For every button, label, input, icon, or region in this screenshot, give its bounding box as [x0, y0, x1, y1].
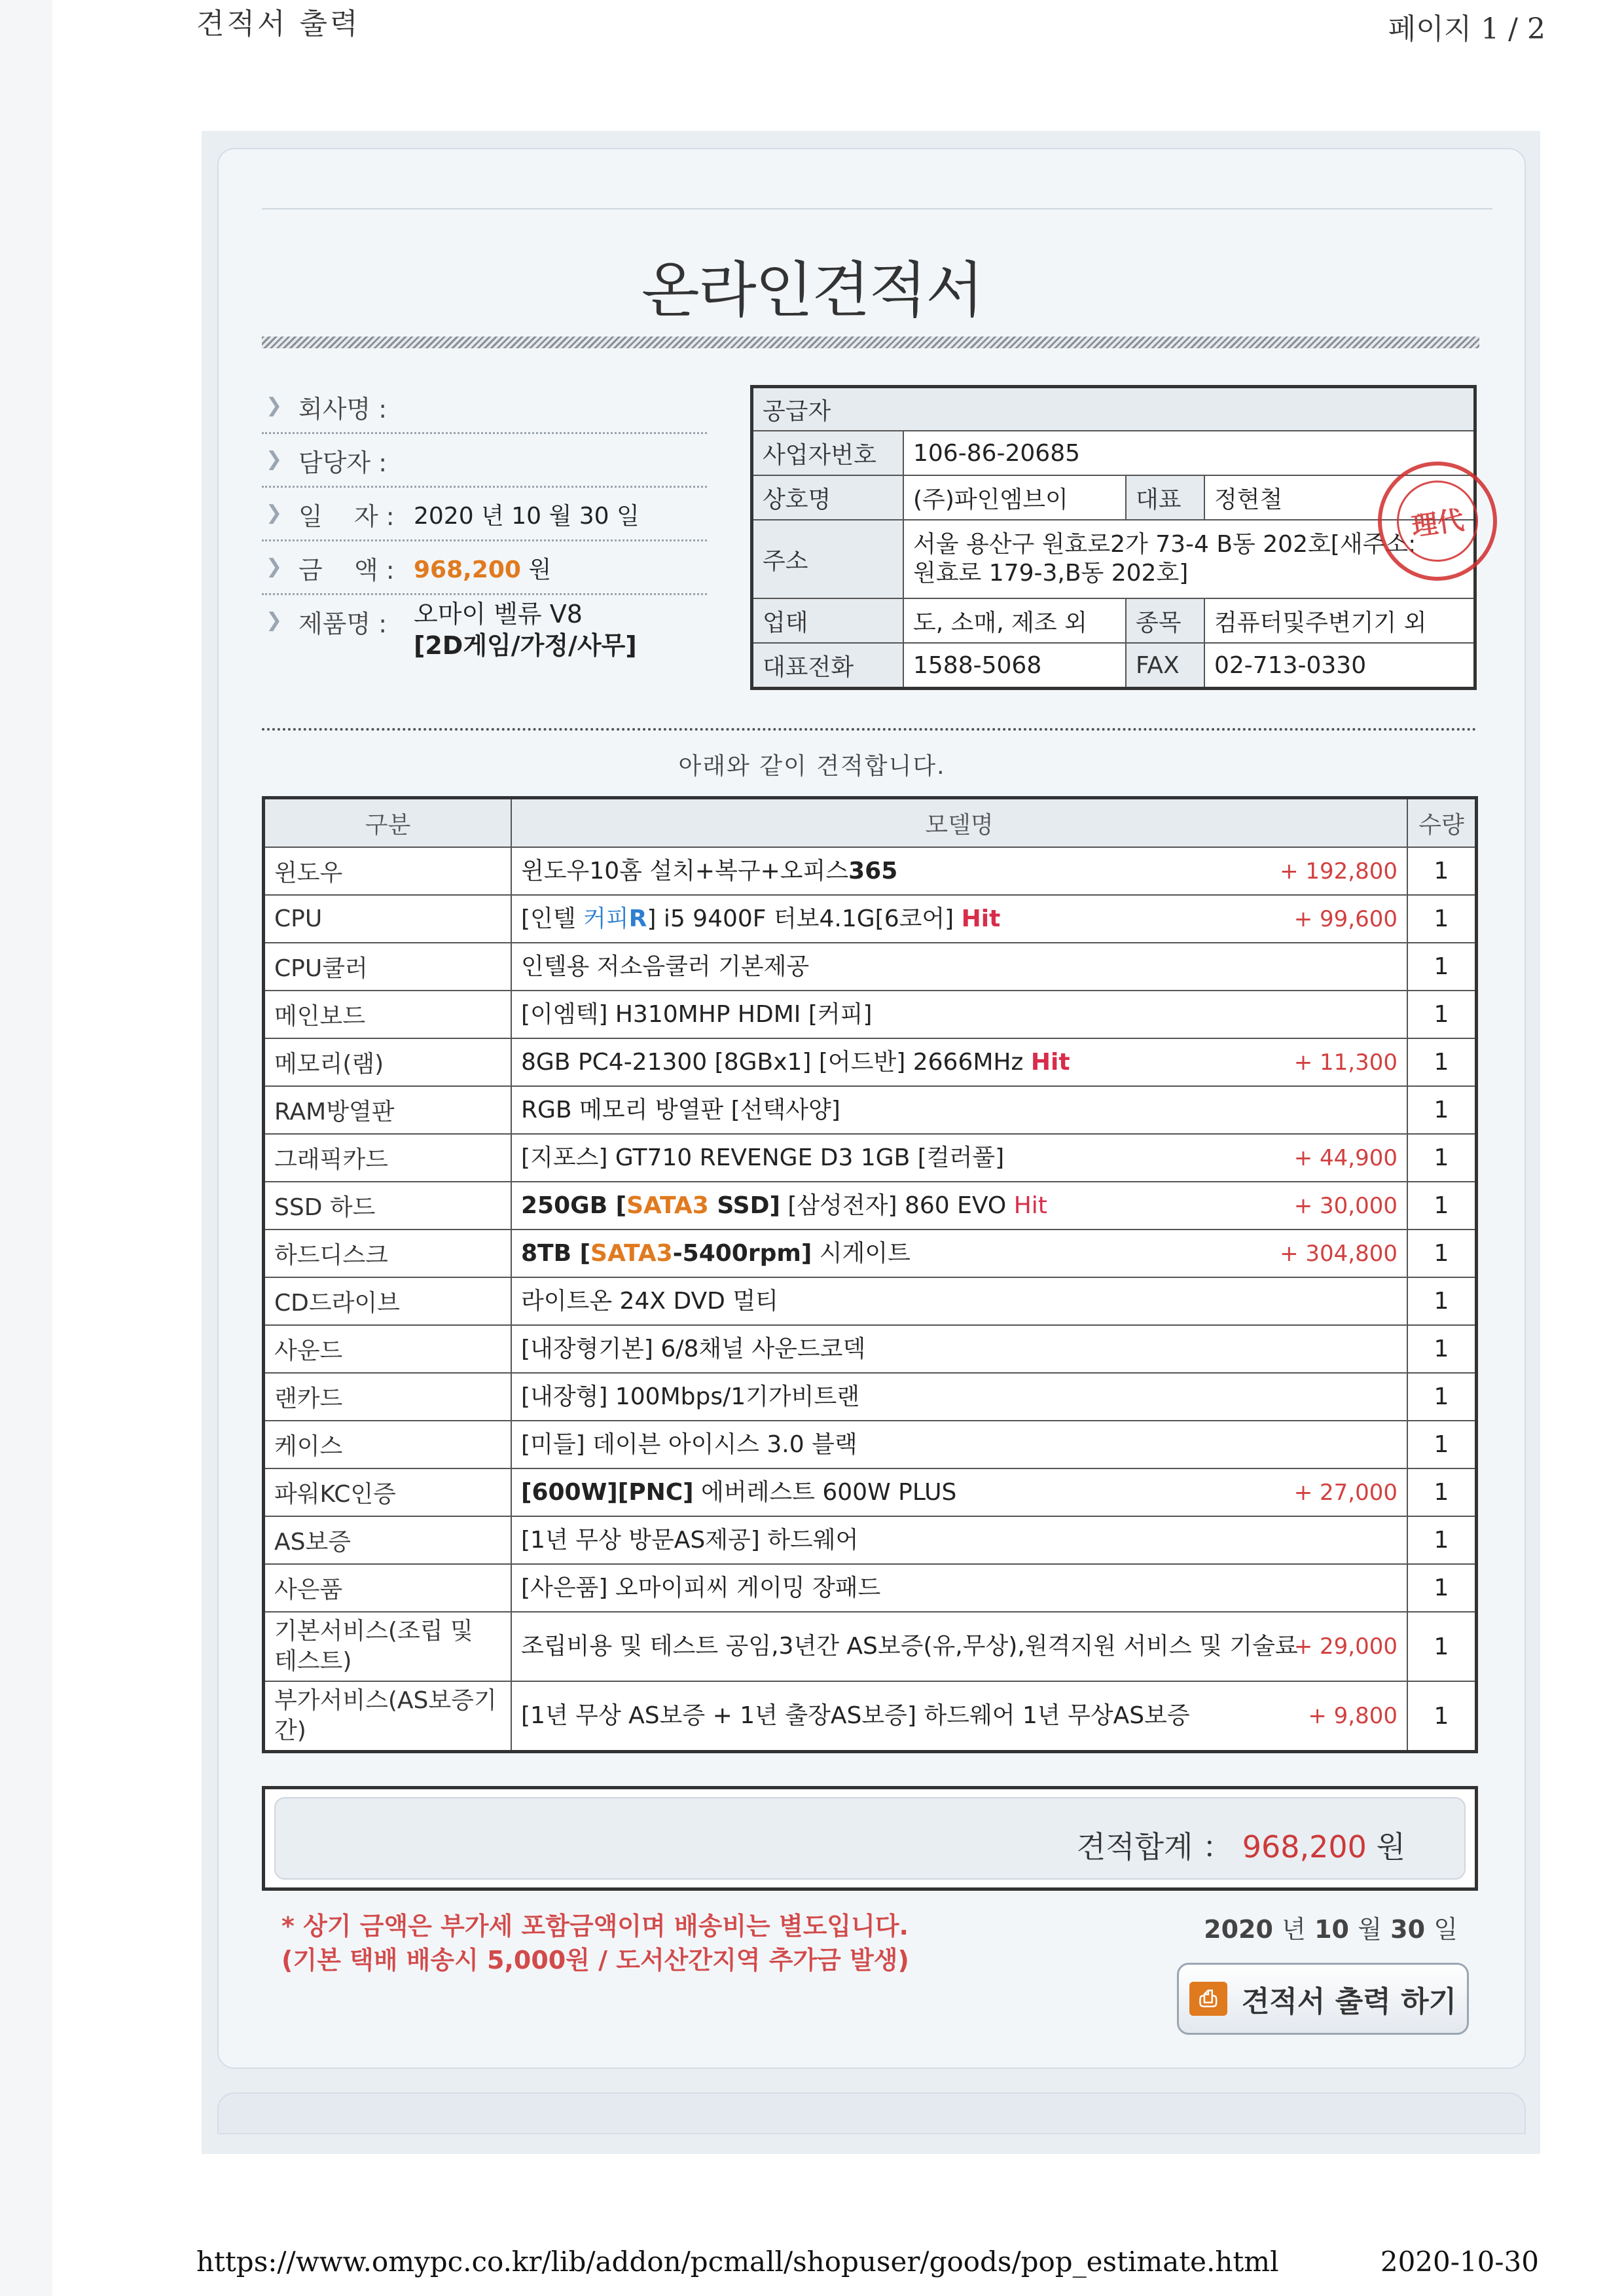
info-company	[262, 380, 707, 434]
table-row	[264, 1182, 1477, 1230]
model-text-blue-bold: R	[628, 905, 647, 932]
table-row	[264, 1468, 1477, 1516]
model-text-bold: -5400rpm]	[672, 1239, 812, 1267]
model-text: [이엠텍] H310MHP HDMI [커피]	[521, 1000, 873, 1028]
model-text-bold: 250GB [	[521, 1192, 627, 1219]
table-row	[264, 1516, 1477, 1564]
col-model: 모델명	[511, 798, 1407, 848]
total-value: 968,200	[1242, 1829, 1367, 1865]
company-label: 회사명 :	[298, 395, 388, 424]
table-row	[264, 1373, 1477, 1421]
amount-value	[414, 551, 551, 585]
model-text: [인텔	[521, 905, 584, 932]
row-qty: 1	[1407, 1421, 1477, 1468]
model-text: 시게이트	[812, 1239, 911, 1267]
table-row	[264, 1564, 1477, 1612]
print-icon: ⎙	[1189, 1982, 1227, 2016]
product-name	[414, 598, 637, 661]
model-text: [내장형기본] 6/8채널 사운드코덱	[521, 1335, 866, 1362]
total-box	[262, 1786, 1478, 1891]
biztype-value: 도, 소매, 제조 외	[903, 598, 1126, 643]
print-footer-url: https://www.omypc.co.kr/lib/addon/pcmall/shopuser/goods/pop_estimate.html	[196, 2246, 1279, 2278]
notice-line2: (기본 택배 배송시 5,000원 / 도서산간지역 추가금 발생)	[281, 1946, 909, 1975]
model-text: [지포스] GT710 REVENGE D3 1GB [컬러풀]	[521, 1144, 1005, 1171]
row-price: + 99,600	[1293, 905, 1398, 932]
issue-date	[1204, 1909, 1458, 1945]
bizno-label: 사업자번호	[752, 431, 904, 475]
manager-label: 담당자 :	[298, 448, 388, 477]
row-qty: 1	[1407, 943, 1477, 991]
total-label: 견적합계 ：	[1076, 1829, 1233, 1865]
model-text: [삼성전자] 860 EVO	[780, 1192, 1007, 1219]
ceo-value: 정현철	[1204, 475, 1475, 520]
col-qty: 수량	[1407, 798, 1477, 848]
model-text: 라이트온 24X DVD 멀티	[521, 1287, 778, 1315]
row-price: + 192,800	[1280, 858, 1398, 884]
row-category: 윈도우	[264, 847, 512, 895]
chevron-right-icon: ❯	[266, 609, 283, 632]
row-qty: 1	[1407, 1612, 1477, 1681]
dotted-divider	[262, 728, 1477, 731]
fax-value: 02-713-0330	[1204, 643, 1475, 689]
model-text-orange: SATA3	[626, 1192, 717, 1219]
model-text: 인텔용 저소음쿨러 기본제공	[521, 953, 810, 980]
row-price: + 30,000	[1293, 1192, 1398, 1219]
table-row	[264, 991, 1477, 1038]
row-model	[511, 1134, 1407, 1182]
model-text: 8GB PC4-21300 [8GBx1] [어드반] 2666MHz	[521, 1048, 1024, 1076]
table-row	[264, 1681, 1477, 1752]
table-row	[264, 847, 1477, 895]
print-header-title: 견적서 출력	[196, 7, 361, 41]
supplier-table	[750, 385, 1477, 690]
row-model	[511, 1086, 1407, 1134]
row-model	[511, 1277, 1407, 1325]
model-text: [미들] 데이븐 아이시스 3.0 블랙	[521, 1430, 857, 1458]
row-model	[511, 1373, 1407, 1421]
title-rule	[262, 208, 1492, 210]
info-manager	[262, 433, 707, 488]
row-price: + 304,800	[1280, 1240, 1398, 1267]
company-name-label: 상호명	[752, 475, 904, 520]
table-row	[264, 895, 1477, 943]
hit-badge: Hit	[1030, 1048, 1070, 1076]
product-name-line2: [2D게임/가정/사무]	[414, 631, 637, 660]
row-model	[511, 1038, 1407, 1086]
biztype-label: 업태	[752, 598, 904, 643]
issue-year: 2020	[1204, 1915, 1273, 1944]
row-category: 케이스	[264, 1421, 512, 1468]
row-price: + 44,900	[1293, 1144, 1398, 1171]
model-text: [1년 무상 AS보증 + 1년 출장AS보증] 하드웨어 1년 무상AS보증	[521, 1702, 1190, 1729]
row-qty: 1	[1407, 1038, 1477, 1086]
title-hatch-divider	[262, 337, 1479, 348]
row-category: SSD 하드	[264, 1182, 512, 1230]
row-qty: 1	[1407, 1086, 1477, 1134]
info-date	[262, 487, 707, 541]
panel-bottom-strip	[217, 2092, 1526, 2134]
bizno-value: 106-86-20685	[903, 431, 1475, 475]
bizitem-value: 컴퓨터및주변기기 외	[1204, 598, 1475, 643]
product-label: 제품명 :	[298, 610, 388, 638]
table-row	[264, 1277, 1477, 1325]
row-qty: 1	[1407, 1468, 1477, 1516]
product-name-line1: 오마이 벨류 V8	[414, 600, 583, 629]
total-inner	[274, 1797, 1466, 1880]
table-row	[264, 1230, 1477, 1277]
row-category: CPU쿨러	[264, 943, 512, 991]
model-text-bold: SSD]	[717, 1192, 780, 1219]
total-unit: 원	[1376, 1829, 1405, 1865]
ceo-label: 대표	[1126, 475, 1204, 520]
row-qty: 1	[1407, 895, 1477, 943]
seal-inner-ring	[1392, 475, 1483, 567]
row-model	[511, 1325, 1407, 1373]
row-model	[511, 1230, 1407, 1277]
row-qty: 1	[1407, 1230, 1477, 1277]
row-model	[511, 1421, 1407, 1468]
row-category: 하드디스크	[264, 1230, 512, 1277]
row-model	[511, 1612, 1407, 1681]
row-category: 그래픽카드	[264, 1134, 512, 1182]
row-qty: 1	[1407, 1373, 1477, 1421]
row-qty: 1	[1407, 1277, 1477, 1325]
row-category: CPU	[264, 895, 512, 943]
col-category: 구분	[264, 798, 512, 848]
row-qty: 1	[1407, 1681, 1477, 1752]
amount-label: 금 액 :	[298, 556, 395, 585]
row-model	[511, 847, 1407, 895]
amount-number: 968,200	[414, 556, 521, 583]
bizitem-label: 종목	[1126, 598, 1204, 643]
model-text: 윈도우10홈 설치+복구+오피스	[521, 857, 849, 884]
row-qty: 1	[1407, 1516, 1477, 1564]
row-qty: 1	[1407, 1564, 1477, 1612]
table-row	[264, 943, 1477, 991]
address-line1: 서울 용산구 원효로2가 73-4 B동 202호[새주소:	[913, 531, 1416, 558]
table-row	[264, 1134, 1477, 1182]
row-price: + 11,300	[1293, 1049, 1398, 1076]
print-page-number: 페이지 1 / 2	[1388, 12, 1545, 46]
model-text-orange: SATA3	[590, 1239, 673, 1267]
table-row	[264, 1612, 1477, 1681]
row-model	[511, 1681, 1407, 1752]
info-amount	[262, 541, 707, 595]
row-qty: 1	[1407, 1182, 1477, 1230]
chevron-right-icon: ❯	[266, 555, 283, 578]
print-footer-date: 2020-10-30	[1380, 2246, 1539, 2278]
row-category: 기본서비스(조립 및 테스트)	[264, 1612, 512, 1681]
chevron-right-icon: ❯	[266, 501, 283, 524]
row-category: 메모리(램)	[264, 1038, 512, 1086]
row-model	[511, 1564, 1407, 1612]
row-price: + 29,000	[1293, 1633, 1398, 1660]
print-button-label: 견적서 출력 하기	[1241, 1985, 1457, 2018]
table-row	[264, 1086, 1477, 1134]
model-text: 조립비용 및 테스트 공임,3년간 AS보증(유,무상),원격지원 서비스 및 기술료	[521, 1633, 1298, 1660]
print-estimate-button[interactable]	[1177, 1963, 1469, 2035]
chevron-right-icon: ❯	[266, 394, 283, 417]
issue-month: 10	[1314, 1915, 1349, 1944]
address-label: 주소	[752, 520, 904, 598]
row-price: + 27,000	[1293, 1479, 1398, 1506]
model-text: RGB 메모리 방열판 [선택사양]	[521, 1096, 840, 1123]
row-category: 부가서비스(AS보증기간)	[264, 1681, 512, 1752]
row-qty: 1	[1407, 1134, 1477, 1182]
amount-unit: 원	[528, 556, 552, 583]
model-text: [사은품] 오마이피씨 게이밍 장패드	[521, 1574, 881, 1601]
tel-value: 1588-5068	[903, 643, 1126, 689]
row-category: CD드라이브	[264, 1277, 512, 1325]
model-text-bold: 8TB [	[521, 1239, 591, 1267]
model-text: [내장형] 100Mbps/1기가비트랜	[521, 1383, 860, 1410]
row-category: 메인보드	[264, 991, 512, 1038]
row-category: 사은품	[264, 1564, 512, 1612]
table-header-row	[264, 798, 1477, 848]
row-qty: 1	[1407, 1325, 1477, 1373]
page-title: 온라인견적서	[641, 255, 983, 325]
row-model	[511, 895, 1407, 943]
row-qty: 1	[1407, 847, 1477, 895]
intro-text: 아래와 같이 견적합니다.	[678, 753, 946, 780]
model-text-blue: 커피	[583, 905, 629, 932]
model-text: ] i5 9400F 터보4.1G[6코어]	[647, 905, 954, 932]
table-row	[264, 1038, 1477, 1086]
scan-edge	[0, 0, 52, 2296]
hit-badge: Hit	[961, 905, 1001, 932]
issue-year-label: 년	[1282, 1915, 1306, 1944]
chevron-right-icon: ❯	[266, 448, 283, 471]
row-model	[511, 1182, 1407, 1230]
tel-label: 대표전화	[752, 643, 904, 689]
model-text-bold: [600W][PNC]	[521, 1478, 694, 1506]
row-model	[511, 1516, 1407, 1564]
issue-day-label: 일	[1434, 1915, 1458, 1944]
row-model	[511, 943, 1407, 991]
estimate-items-table	[262, 796, 1478, 1753]
table-row	[264, 1325, 1477, 1373]
date-value: 2020 년 10 월 30 일	[414, 503, 640, 530]
model-text-bold: 365	[848, 857, 898, 884]
model-text: [1년 무상 방문AS제공] 하드웨어	[521, 1526, 859, 1554]
row-category: 랜카드	[264, 1373, 512, 1421]
fax-label: FAX	[1126, 643, 1204, 689]
row-price: + 9,800	[1308, 1703, 1398, 1729]
table-row	[264, 1421, 1477, 1468]
notice	[281, 1909, 909, 1977]
row-category: RAM방열판	[264, 1086, 512, 1134]
total-summary	[1077, 1823, 1405, 1867]
row-category: 파워KC인증	[264, 1468, 512, 1516]
hit-badge: Hit	[1013, 1192, 1047, 1219]
address-line2: 원효로 179-3,B동 202호]	[913, 560, 1189, 587]
issue-day: 30	[1390, 1915, 1426, 1944]
row-qty: 1	[1407, 991, 1477, 1038]
date-label: 일 자 :	[298, 502, 395, 531]
row-model	[511, 991, 1407, 1038]
seal-text: 理代	[1409, 505, 1466, 542]
row-category: AS보증	[264, 1516, 512, 1564]
info-product	[262, 594, 707, 660]
company-name-value: (주)파인엠브이	[903, 475, 1126, 520]
row-category: 사운드	[264, 1325, 512, 1373]
row-model	[511, 1468, 1407, 1516]
issue-month-label: 월	[1358, 1915, 1382, 1944]
supplier-header: 공급자	[752, 387, 1475, 431]
notice-line1: * 상기 금액은 부가세 포함금액이며 배송비는 별도입니다.	[281, 1912, 909, 1941]
model-text: 에버레스트 600W PLUS	[693, 1478, 957, 1506]
